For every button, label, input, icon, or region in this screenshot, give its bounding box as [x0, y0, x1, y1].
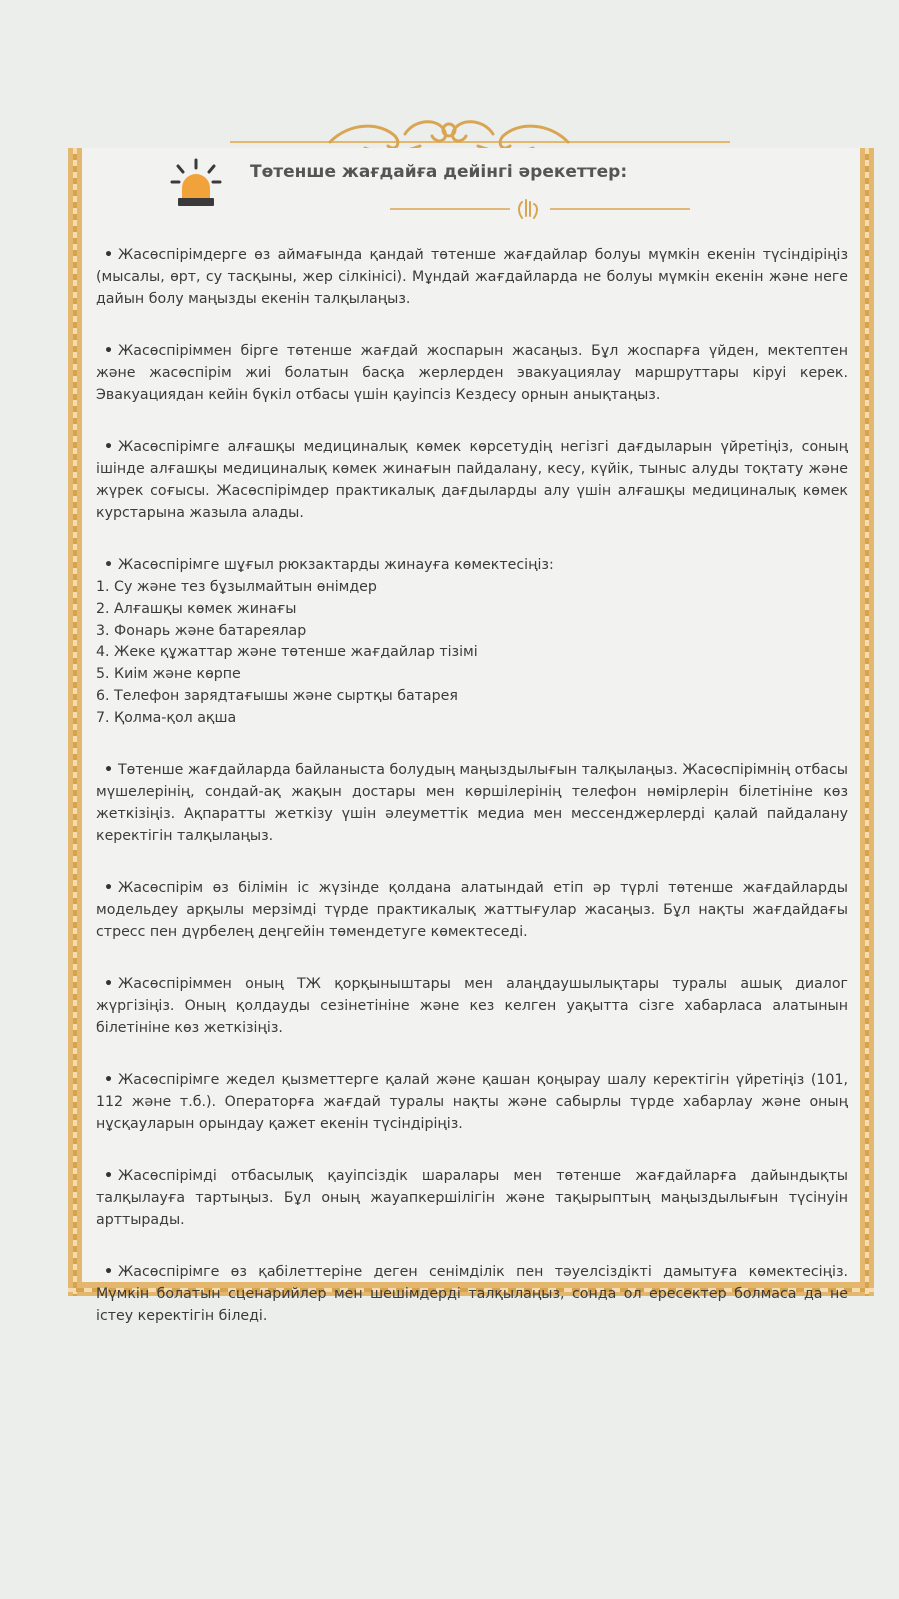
list-item: • Жасөспірімдерге өз аймағында қандай төтенше жағдайлар болуы мүмкін екенін түсіндіріңіз (мысалы, өрт, су тасқыны, жер сілкінісі). Мұндай жағдайларда не болуы мүмкін екенін және неге дайын болу маңызды екенін талқылаңыз.	[96, 244, 848, 310]
list-item: • Жасөспірімге жедел қызметтерге қалай және қашан қоңырау шалу керектігін үйретіңіз (101, 112 және т.б.). Операторға жағдай туралы нақты және сабырлы түрде хабарлау және оның нұсқауларын орындау қажет екенін түсіндіріңіз.	[96, 1069, 848, 1135]
list-item: • Жасөспірімді отбасылық қауіпсіздік шаралары мен төтенше жағдайларға дайындықты талқылауға тартыңыз. Бұл оның жауапкершілігін және тақырыптың маңыздылығын түсінуін арттырады.	[96, 1165, 848, 1231]
backpack-item: 1. Су және тез бұзылмайтын өнімдер	[96, 579, 377, 595]
backpack-item: 5. Киім және көрпе	[96, 666, 241, 683]
siren-icon	[170, 158, 222, 210]
list-item: • Жасөспіріммен оның ТЖ қорқыныштары мен алаңдаушылықтары туралы ашық диалог жүргізіңіз. Оның қолдауды сезінетініне және кез келген уақытта сізге хабарласа алатынын білетініне көз жеткізіңіз.	[96, 973, 848, 1039]
backpack-item: 6. Телефон зарядтағышы және сыртқы батарея	[96, 687, 458, 704]
backpack-item: 4. Жеке құжаттар және төтенше жағдайлар тізімі	[96, 644, 478, 661]
content	[96, 244, 848, 1357]
backpack-lead: • Жасөспірімге шұғыл рюкзактарды жинауға көмектесіңіз:	[96, 554, 848, 576]
hand-ornament	[350, 198, 710, 220]
list-item: • Төтенше жағдайларда байланыста болудың маңыздылығын талқылаңыз. Жасөспірімнің отбасы мүшелерінің, сондай-ақ жақын достары мен көршілерінің телефон нөмірлерін білетініне көз жеткізіңіз. Ақпаратты жеткізу үшін әлеуметтік медиа мен мессенджерлерді қалай пайдалану керектігін талқылаңыз.	[96, 759, 848, 847]
backpack-item: 3. Фонарь және батареялар	[96, 622, 307, 639]
list-item: • Жасөспірімге өз қабілеттеріне деген сенімділік пен тәуелсіздікті дамытуға көмектесіңіз. Мүмкін болатын сценарийлер мен шешімдерді талқылаңыз, сонда ол ересектер болмаса да не істеу керектігін біледі.	[96, 1261, 848, 1327]
list-item: • Жасөспірімге алғашқы медициналық көмек көрсетудің негізгі дағдыларын үйретіңіз, соның ішінде алғашқы медициналық көмек жинағын пайдалану, кесу, күйік, тыныс алуды тоқтату және жүрек соғысы. Жасөспірімдер практикалық дағдыларды алу үшін алғашқы медициналық көмек курстарына жазыла алады.	[96, 436, 848, 524]
backpack-list	[96, 576, 848, 729]
header	[100, 150, 800, 230]
list-item: • Жасөспірім өз білімін іс жүзінде қолдана алатындай етіп әр түрлі төтенше жағдайларды модельдеу арқылы мерзімді түрде практикалық жаттығулар жасаңыз. Бұл нақты жағдайдағы стресс пен дүрбелең деңгейін төмендетуге көмектеседі.	[96, 877, 848, 943]
list-item: • Жасөспіріммен бірге төтенше жағдай жоспарын жасаңыз. Бұл жоспарға үйден, мектептен және жасөспірім жиі болатын басқа жерлерден эвакуациялау маршруттары кіруі керек. Эвакуациядан кейін бүкіл отбасы үшін қауіпсіз Кездесу орнын анықтаңыз.	[96, 340, 848, 406]
page-title: Төтенше жағдайға дейінгі әрекеттер:	[250, 162, 628, 182]
backpack-item: 7. Қолма-қол ақша	[96, 709, 237, 726]
backpack-item: 2. Алғашқы көмек жинағы	[96, 600, 297, 617]
